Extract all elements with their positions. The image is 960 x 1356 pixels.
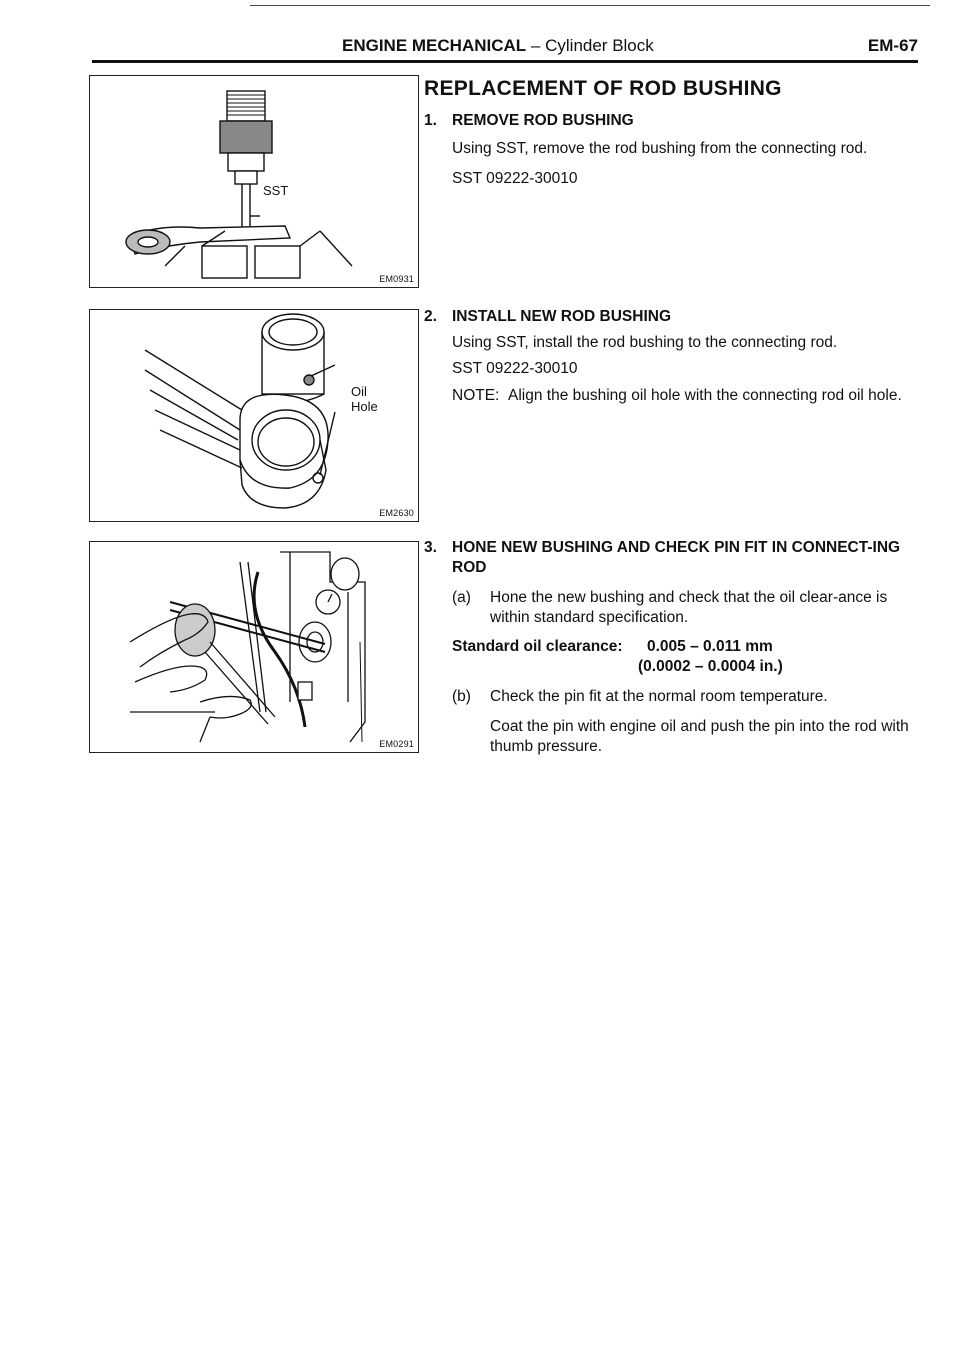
honing-illustration bbox=[90, 542, 418, 752]
step-number: 3. bbox=[424, 539, 437, 556]
substep-text: Check the pin fit at the normal room temperature. bbox=[490, 688, 828, 705]
figure-code: EM0291 bbox=[379, 739, 414, 749]
step-2 bbox=[424, 307, 924, 406]
step-body: Using SST, remove the rod bushing from the connecting rod. bbox=[452, 140, 868, 157]
substep-extra-text: Coat the pin with engine oil and push the pin into the rod with thumb pressure. bbox=[490, 718, 909, 755]
header-subsection: Cylinder Block bbox=[545, 36, 654, 55]
oil-hole-label bbox=[351, 384, 378, 414]
bushing-oil-hole-illustration bbox=[90, 310, 418, 521]
spec-standard-oil-clearance bbox=[452, 637, 924, 677]
figure-honing bbox=[89, 541, 419, 753]
spec-label: Standard oil clearance: bbox=[452, 638, 623, 655]
sst-label: SST bbox=[263, 183, 289, 198]
header-section: ENGINE MECHANICAL bbox=[342, 36, 527, 55]
oil-label-line2: Hole bbox=[351, 399, 378, 414]
page-header bbox=[92, 36, 918, 60]
note-text: Align the bushing oil hole with the connecting rod oil hole. bbox=[508, 387, 902, 404]
page-number: EM-67 bbox=[867, 36, 918, 55]
header-dash: – bbox=[530, 36, 541, 55]
step-1 bbox=[424, 111, 924, 189]
spec-value-mm: 0.005 – 0.011 mm bbox=[647, 638, 773, 655]
sst-number: SST 09222-30010 bbox=[452, 170, 578, 187]
step-heading: HONE NEW BUSHING AND CHECK PIN FIT IN CONNECT-ING ROD bbox=[452, 539, 901, 576]
figure-oil-hole bbox=[89, 309, 419, 522]
top-rule bbox=[250, 5, 930, 6]
step-3 bbox=[424, 538, 924, 757]
step-heading: INSTALL NEW ROD BUSHING bbox=[452, 308, 672, 325]
step-heading: REMOVE ROD BUSHING bbox=[452, 112, 634, 129]
note-label: NOTE: bbox=[452, 387, 500, 404]
step-number: 1. bbox=[424, 112, 437, 129]
header-title bbox=[342, 36, 654, 56]
figure-code: EM0931 bbox=[379, 274, 414, 284]
oil-label-line1: Oil bbox=[351, 384, 367, 399]
substep-label: (a) bbox=[452, 589, 471, 606]
sst-number: SST 09222-30010 bbox=[452, 360, 578, 377]
sst-removal-illustration bbox=[90, 76, 418, 287]
substep-text: Hone the new bushing and check that the oil clear-ance is within standard specification. bbox=[490, 589, 888, 626]
section-title: REPLACEMENT OF ROD BUSHING bbox=[424, 77, 782, 100]
substep-a bbox=[452, 588, 924, 628]
substep-label: (b) bbox=[452, 688, 471, 705]
figure-code: EM2630 bbox=[379, 508, 414, 518]
spec-value-in: (0.0002 – 0.0004 in.) bbox=[638, 658, 783, 675]
step-number: 2. bbox=[424, 308, 437, 325]
header-rule bbox=[92, 60, 918, 63]
note bbox=[452, 386, 924, 406]
step-body: Using SST, install the rod bushing to the connecting rod. bbox=[452, 334, 838, 351]
figure-sst-removal bbox=[89, 75, 419, 288]
substep-b bbox=[452, 687, 924, 757]
